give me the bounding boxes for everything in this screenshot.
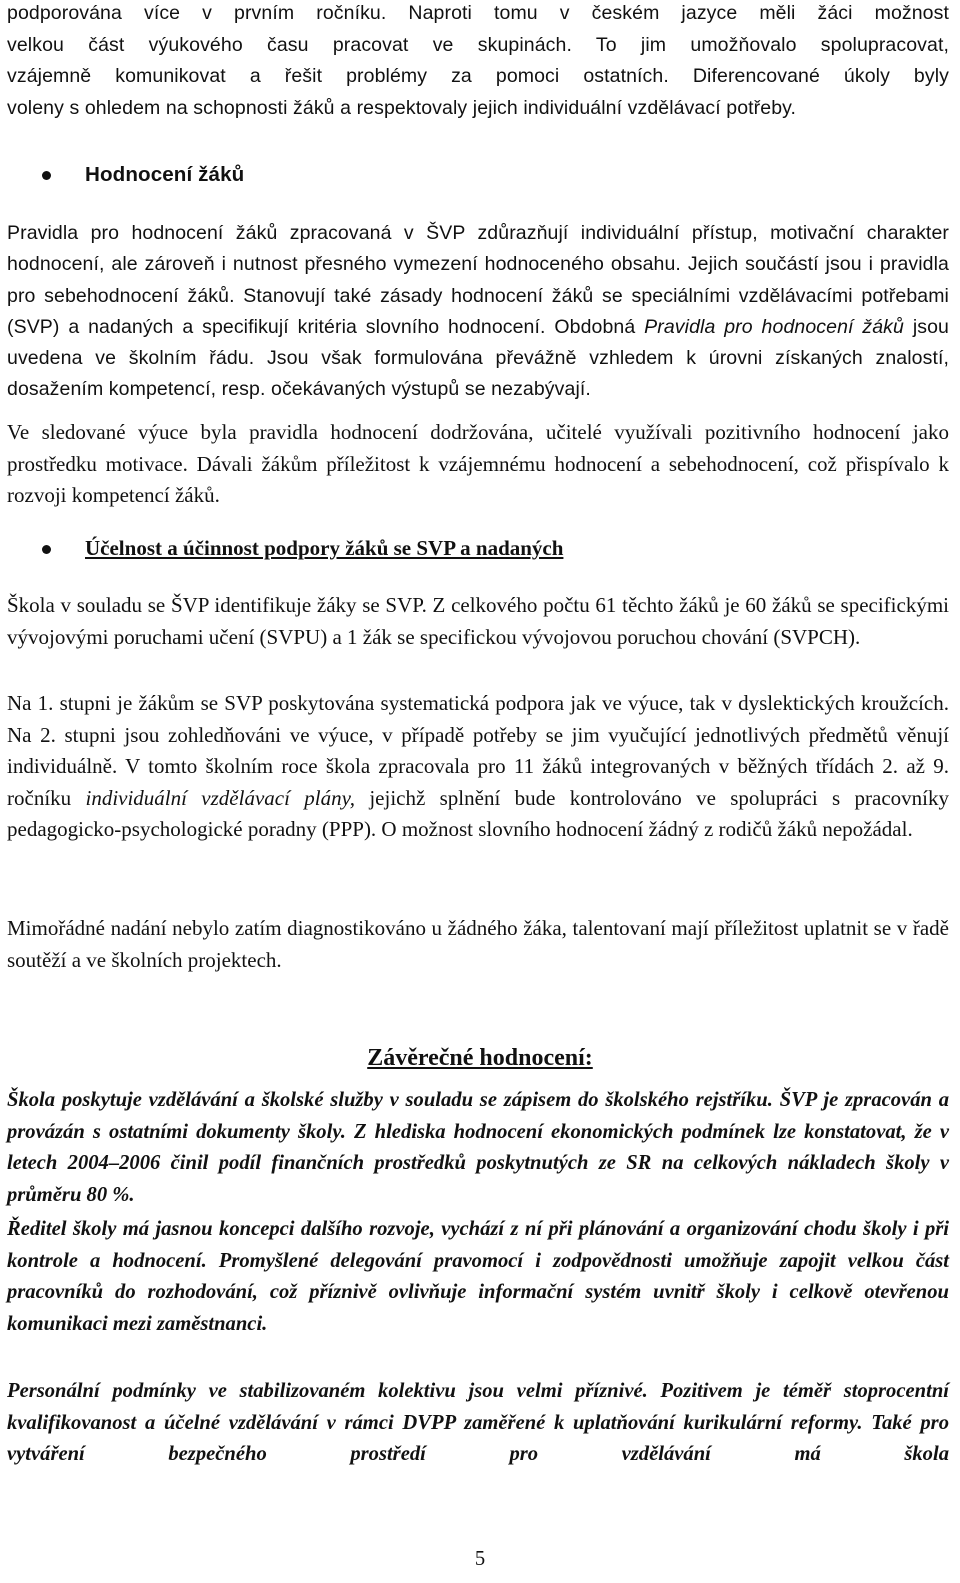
svp-paragraph-2 [7, 688, 949, 846]
intro-line: podporována více v prvním ročníku. Naproti tomu v českém jazyce měli žáci možnost [7, 2, 949, 24]
intro-paragraph [7, 0, 949, 124]
conclusion-paragraph-1: Škola poskytuje vzdělávání a školské služby v souladu se zápisem do školského rejstříku. ŠVP je zpracován a provázán s ostatními dokumenty školy. Z hlediska hodnocení ekonomických podmínek lze konstatovat, že v letech 2004–2006 činil podíl finančních prostředků poskytnutých ze SR na celkových nákladech školy v průměru 80 %. [7, 1089, 949, 1206]
conclusion-paragraph-3: Personální podmínky ve stabilizovaném kolektivu jsou velmi příznivé. Pozitivem je téměř stoprocentní kvalifikovanost a účelné vzdělávání v rámci DVPP zaměřené k uplatňování kurikulární reformy. Také pro vytváření bezpečného prostředí pro vzdělávání má škola [7, 1380, 949, 1466]
intro-line: vzájemně komunikovat a řešit problémy za pomoci ostatních. Diferencované úkoly byly [7, 65, 949, 87]
bullet-icon [42, 171, 51, 180]
svp-p2-text-b: jejichž splnění bude kontrolováno ve spolupráci s pracovníky pedagogicko-psychologické poradny (PPP). O možnost slovního hodnocení žádný z rodičů žáků nepožádal. [7, 785, 950, 841]
svp-paragraph-1: Škola v souladu se ŠVP identifikuje žáky se SVP. Z celkového počtu 61 těchto žáků je 60 žáků se specifickými vývojovými poruchami učení (SVPU) a 1 žák se specifickou vývojovou poruchou chování (SVPCH). [7, 593, 949, 649]
evaluation-paragraph-2: Ve sledované výuce byla pravidla hodnocení dodržována, učitelé využívali pozitivního hodnocení jako prostředku motivace. Dávali žákům příležitost k vzájemnému hodnocení a sebehodnocení, což přispívalo k rozvoji kompetencí žáků. [7, 420, 949, 507]
page-number: 5 [474, 1548, 486, 1570]
svp-paragraph-3: Mimořádné nadání nebylo zatím diagnostikováno u žádného žáka, talentovaní mají příležitost uplatnit se v řadě soutěží a ve školních projektech. [7, 916, 949, 972]
svp-p2-text-a: Na 1. stupni je žákům se SVP poskytována systematická podpora jak ve výuce, tak v dyslektických kroužcích. Na 2. stupni jsou zohledňováni ve výuce, v případě potřeby se jim vyučující jednotlivých předmětů věnují individuálně. V tomto školním roce škola zpracovala pro 11 žáků integrovaných v běžných třídách 2. až 9. ročníku [7, 691, 949, 810]
conclusion-paragraph-2: Ředitel školy má jasnou koncepci dalšího rozvoje, vychází z ní při plánování a organizování chodu školy i při kontrole a hodnocení. Promyšlené delegování pravomocí i zodpovědnosti umožňuje zapojit velkou část pracovníků do rozhodování, což příznivě ovlivňuje informační systém uvnitř školy i celkově otevřenou komunikaci mezi zaměstnanci. [7, 1218, 949, 1335]
section-heading-evaluation: Hodnocení žáků [85, 163, 245, 186]
conclusion-title: Závěrečné hodnocení: [367, 1045, 593, 1071]
intro-line: velkou část výukového času pracovat ve skupinách. To jim umožňovalo spolupracovat, [7, 33, 949, 56]
svp-p2-italic: individuální vzdělávací plány, [85, 785, 356, 810]
evaluation-p1-text-b: jsou uvedena ve školním řádu. Jsou však formulována převážně vzhledem k úrovni získaných znalostí, dosažením kompetencí, resp. očekávaných výstupů se nezabývají. [7, 315, 949, 401]
evaluation-p1-text-a: Pravidla pro hodnocení žáků zpracovaná v ŠVP zdůrazňují individuální přístup, motivační charakter hodnocení, ale zároveň i nutnost přesného vymezení hodnoceného obsahu. Jejich součástí jsou i pravidla pro sebehodnocení žáků. Stanovují také zásady hodnocení žáků se speciálními vzdělávacími potřebami (SVP) a nadaných a specifikují kritéria slovního hodnocení. Obdobná [7, 222, 949, 338]
bullet-icon [42, 545, 51, 554]
section-heading-svp: Účelnost a účinnost podpory žáků se SVP a nadaných [85, 536, 564, 560]
evaluation-paragraph-1 [7, 218, 949, 406]
intro-line: voleny s ohledem na schopnosti žáků a respektovaly jejich individuální vzdělávací potřeby. [7, 96, 797, 119]
evaluation-p1-italic: Pravidla pro hodnocení žáků [644, 315, 904, 338]
